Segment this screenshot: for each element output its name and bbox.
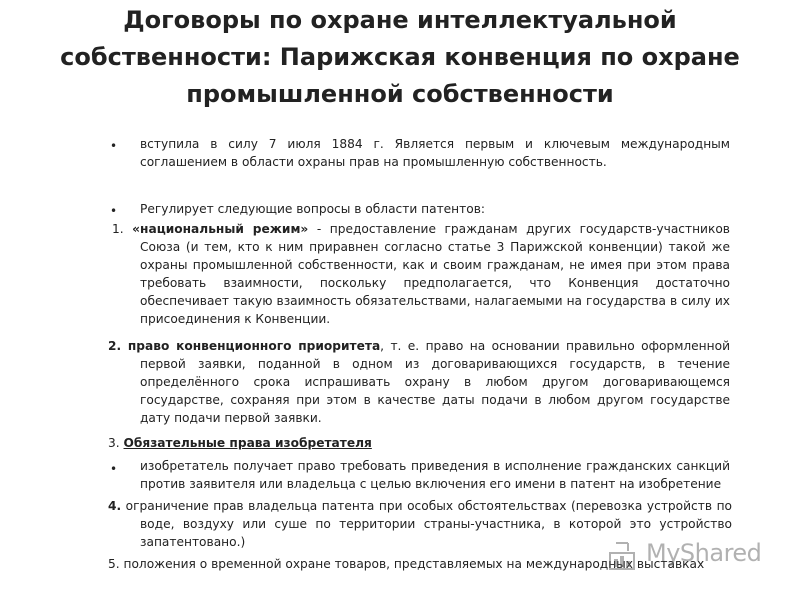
- watermark: [608, 537, 768, 571]
- item-description: - предоставление гражданам других государств-участников Союза (и тем, кто к ним приравнен согласно статье 3 Парижской конвенции) такой же охраны промышленной собственности, как и своим гражданам, не имея при этом права требовать взаимности, поскольку предполагается, что Конвенция достаточно обеспечивает такую взаимность обязательствами, налагаемыми на государства в силу их присоединения к Конвенции.: [140, 222, 730, 326]
- paragraph-convention-entry: вступила в силу 7 июля 1884 г. Является первым и ключевым международным соглашением в области охраны прав на промышленную собственность.: [140, 137, 730, 169]
- paragraph-patent-questions: Регулирует следующие вопросы в области патентов:: [140, 202, 485, 216]
- bullet-marker: •: [110, 204, 118, 218]
- item-number: 3.: [108, 436, 124, 450]
- item-inventor-rights: [108, 434, 728, 452]
- slide-title: Договоры по охране интеллектуальной собственности: Парижская конвенция по охране промышленной собственности: [60, 6, 740, 108]
- bullet-marker: •: [110, 462, 118, 476]
- item-convention-priority: [108, 337, 730, 427]
- item-heading: Обязательные права изобретателя: [123, 436, 372, 450]
- item-temporary-protection: 5. положения о временной охране товаров, представляемых на международных выставках: [108, 557, 705, 571]
- myshared-logo-icon: [608, 537, 642, 571]
- item-heading: «национальный режим»: [132, 222, 309, 236]
- watermark-text: MyShared: [646, 539, 762, 567]
- bullet-marker: •: [110, 139, 118, 153]
- item-description: ограничение прав владельца патента при особых обстоятельствах (перевозка устройств по воде, воздуху или суше по территории страны-участника, в которой это устройство запатентовано.): [121, 499, 732, 549]
- item-number: 1.: [112, 222, 133, 236]
- item-number: 4.: [108, 499, 122, 513]
- item-national-regime: [112, 220, 730, 328]
- paragraph-inventor-sanctions: изобретатель получает право требовать приведения в исполнение гражданских санкций против заявителя или владельца с целью включения его имени в патент на изобретение: [140, 459, 730, 491]
- item-heading: 2. право конвенционного приоритета: [108, 339, 381, 353]
- item-description: , т. е. право на основании правильно оформленной первой заявки, поданной в одном из договаривающихся государств, в течение определённого срока испрашивать охрану в любом другом договаривающемся государстве, сохраняя при этом в качестве даты подачи в любом другом государстве дату подачи первой заявки.: [140, 339, 730, 425]
